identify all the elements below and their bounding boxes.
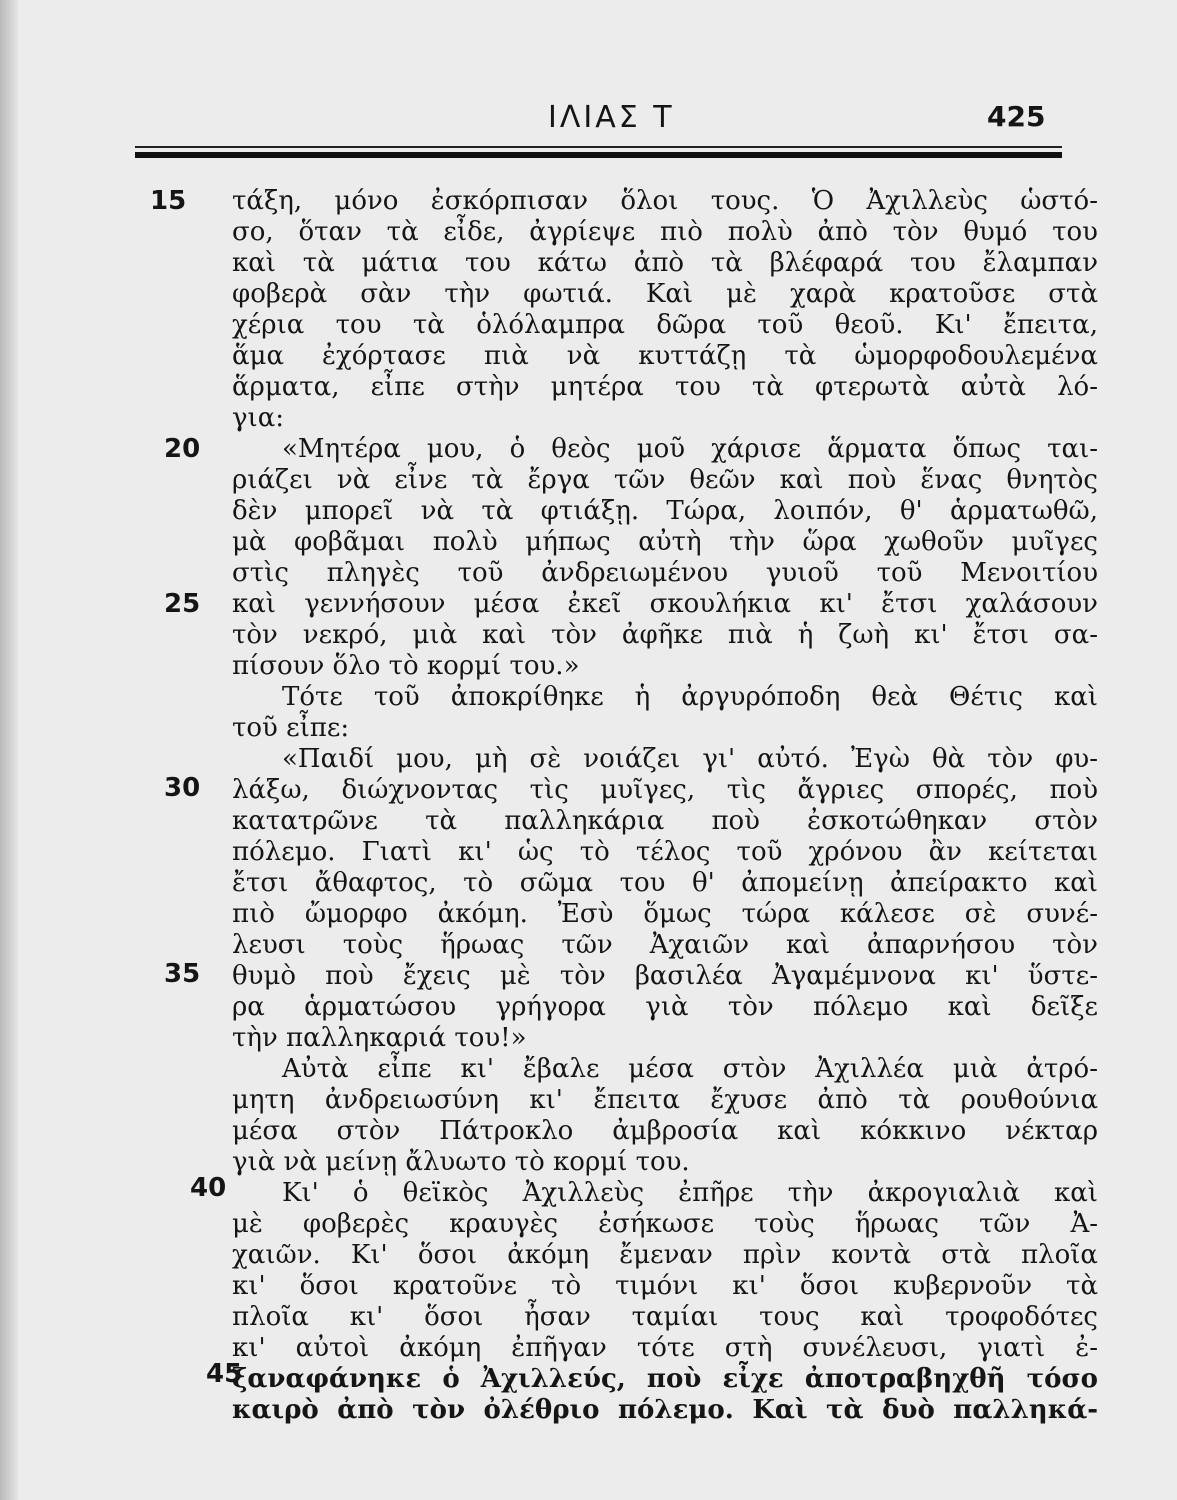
text-line: χέρια του τὰ ὁλόλαμπρα δῶρα τοῦ θεοῦ. Κι' ἔπειτα, [232, 310, 1098, 340]
text-line: δὲν μπορεῖ νὰ τὰ φτιάξῃ. Τώρα, λοιπόν, θ' ἁρματωθῶ, [232, 496, 1098, 526]
text-line: λευσι τοὺς ἥρωας τῶν Ἀχαιῶν καὶ ἀπαρνήσου τὸν [232, 930, 1098, 960]
text-line: μητη ἀνδρειωσύνη κι' ἔπειτα ἔχυσε ἀπὸ τὰ ρουθούνια [232, 1085, 1098, 1115]
text-line: «Παιδί μου, μὴ σὲ νοιάζει γι' αὐτό. Ἐγὼ θὰ τὸν φυ- [282, 744, 1098, 774]
line-number: 15 [150, 186, 187, 216]
text-line: ἅρματα, εἶπε στὴν μητέρα του τὰ φτερωτὰ αὐτὰ λό- [232, 372, 1098, 402]
text-line: πιὸ ὤμορφο ἀκόμη. Ἐσὺ ὅμως τώρα κάλεσε σὲ συνέ- [232, 899, 1098, 929]
text-line: πόλεμο. Γιατὶ κι' ὡς τὸ τέλος τοῦ χρόνου ἂν κείτεται [232, 837, 1098, 867]
text-line: Κι' ὁ θεϊκὸς Ἀχιλλεὺς ἐπῆρε τὴν ἀκρογιαλιὰ καὶ [282, 1178, 1098, 1208]
line-number: 40 [190, 1173, 227, 1203]
text-line: τάξη, μόνο ἐσκόρπισαν ὅλοι τους. Ὁ Ἀχιλλεὺς ὡστό- [232, 186, 1098, 216]
text-line: για: [232, 403, 285, 433]
text-line: τὸν νεκρό, μιὰ καὶ τὸν ἀφῆκε πιὰ ἡ ζωὴ κι' ἔτσι σα- [232, 620, 1098, 650]
text-line: ριάζει νὰ εἶνε τὰ ἔργα τῶν θεῶν καὶ ποὺ ἕνας θνητὸς [232, 465, 1098, 495]
text-line: φοβερὰ σὰν τὴν φωτιά. Καὶ μὲ χαρὰ κρατοῦσε στὰ [232, 279, 1098, 309]
page-number: 425 [987, 100, 1046, 133]
text-line: γιὰ νὰ μείνῃ ἄλυωτο τὸ κορμί του. [232, 1147, 690, 1177]
text-line: Αὐτὰ εἶπε κι' ἔβαλε μέσα στὸν Ἀχιλλέα μιὰ ἀτρό- [282, 1054, 1098, 1084]
text-line: Τότε τοῦ ἀποκρίθηκε ἡ ἀργυρόποδη θεὰ Θέτις καὶ [282, 682, 1098, 712]
line-number: 20 [164, 434, 201, 464]
text-line: χαιῶν. Κι' ὅσοι ἀκόμη ἔμεναν πρὶν κοντὰ στὰ πλοῖα [232, 1240, 1098, 1270]
text-line: καιρὸ ἀπὸ τὸν ὀλέθριο πόλεμο. Καὶ τὰ δυὸ παλληκά- [232, 1395, 1098, 1425]
text-line: τοῦ εἶπε: [232, 713, 350, 743]
text-line: ρα ἁρματώσου γρήγορα γιὰ τὸν πόλεμο καὶ δεῖξε [232, 992, 1098, 1022]
text-line: ξαναφάνηκε ὁ Ἀχιλλεύς, ποὺ εἶχε ἀποτραβηχθῆ τόσο [232, 1364, 1098, 1394]
line-number: 30 [164, 773, 201, 803]
text-line: καὶ τὰ μάτια του κάτω ἀπὸ τὰ βλέφαρά του ἔλαμπαν [232, 248, 1098, 278]
text-line: ἔτσι ἄθαφτος, τὸ σῶμα του θ' ἀπομείνῃ ἀπείρακτο καὶ [232, 868, 1098, 898]
text-line: κι' αὐτοὶ ἀκόμη ἐπῆγαν τότε στὴ συνέλευσι, γιατὶ ἐ- [232, 1333, 1098, 1363]
line-number: 25 [164, 589, 201, 619]
text-line: σο, ὅταν τὰ εἶδε, ἀγρίεψε πιὸ πολὺ ἀπὸ τὸν θυμό του [232, 217, 1098, 247]
text-line: μὰ φοβᾶμαι πολὺ μήπως αὐτὴ τὴν ὥρα χωθοῦν μυῖγες [232, 527, 1098, 557]
text-line: «Μητέρα μου, ὁ θεὸς μοῦ χάρισε ἅρματα ὅπως ται- [282, 434, 1098, 464]
text-line: μέσα στὸν Πάτροκλο ἀμβροσία καὶ κόκκινο νέκταρ [232, 1116, 1098, 1146]
text-line: τὴν παλληκαριά του!» [232, 1023, 527, 1053]
text-line: καὶ γεννήσουν μέσα ἐκεῖ σκουλήκια κι' ἔτσι χαλάσουν [232, 589, 1098, 619]
line-number: 45 [206, 1359, 243, 1389]
text-line: κι' ὅσοι κρατοῦνε τὸ τιμόνι κι' ὅσοι κυβερνοῦν τὰ [232, 1271, 1098, 1301]
text-line: πίσουν ὅλο τὸ κορμί του.» [232, 651, 580, 681]
text-line: στὶς πληγὲς τοῦ ἀνδρειωμένου γυιοῦ τοῦ Μενοιτίου [232, 558, 1098, 588]
text-line: λάξω, διώχνοντας τὶς μυῖγες, τὶς ἄγριες σπορές, ποὺ [232, 775, 1098, 805]
text-line: ἅμα ἐχόρτασε πιὰ νὰ κυττάζῃ τὰ ὡμορφοδουλεμένα [232, 341, 1098, 371]
running-header-title: ΙΛΙΑΣ Τ [548, 100, 675, 135]
line-number: 35 [164, 959, 201, 989]
text-line: μὲ φοβερὲς κραυγὲς ἐσήκωσε τοὺς ἥρωας τῶν Ἀ- [232, 1209, 1098, 1239]
page-spine-shadow [0, 0, 18, 1500]
text-line: πλοῖα κι' ὅσοι ἦσαν ταμίαι τους καὶ τροφοδότες [232, 1302, 1098, 1332]
text-line: θυμὸ ποὺ ἔχεις μὲ τὸν βασιλέα Ἀγαμέμνονα κι' ὕστε- [232, 961, 1098, 991]
header-rule-thin [135, 146, 1062, 148]
header-rule-thick [135, 152, 1062, 158]
text-line: κατατρῶνε τὰ παλληκάρια ποὺ ἐσκοτώθηκαν στὸν [232, 806, 1098, 836]
